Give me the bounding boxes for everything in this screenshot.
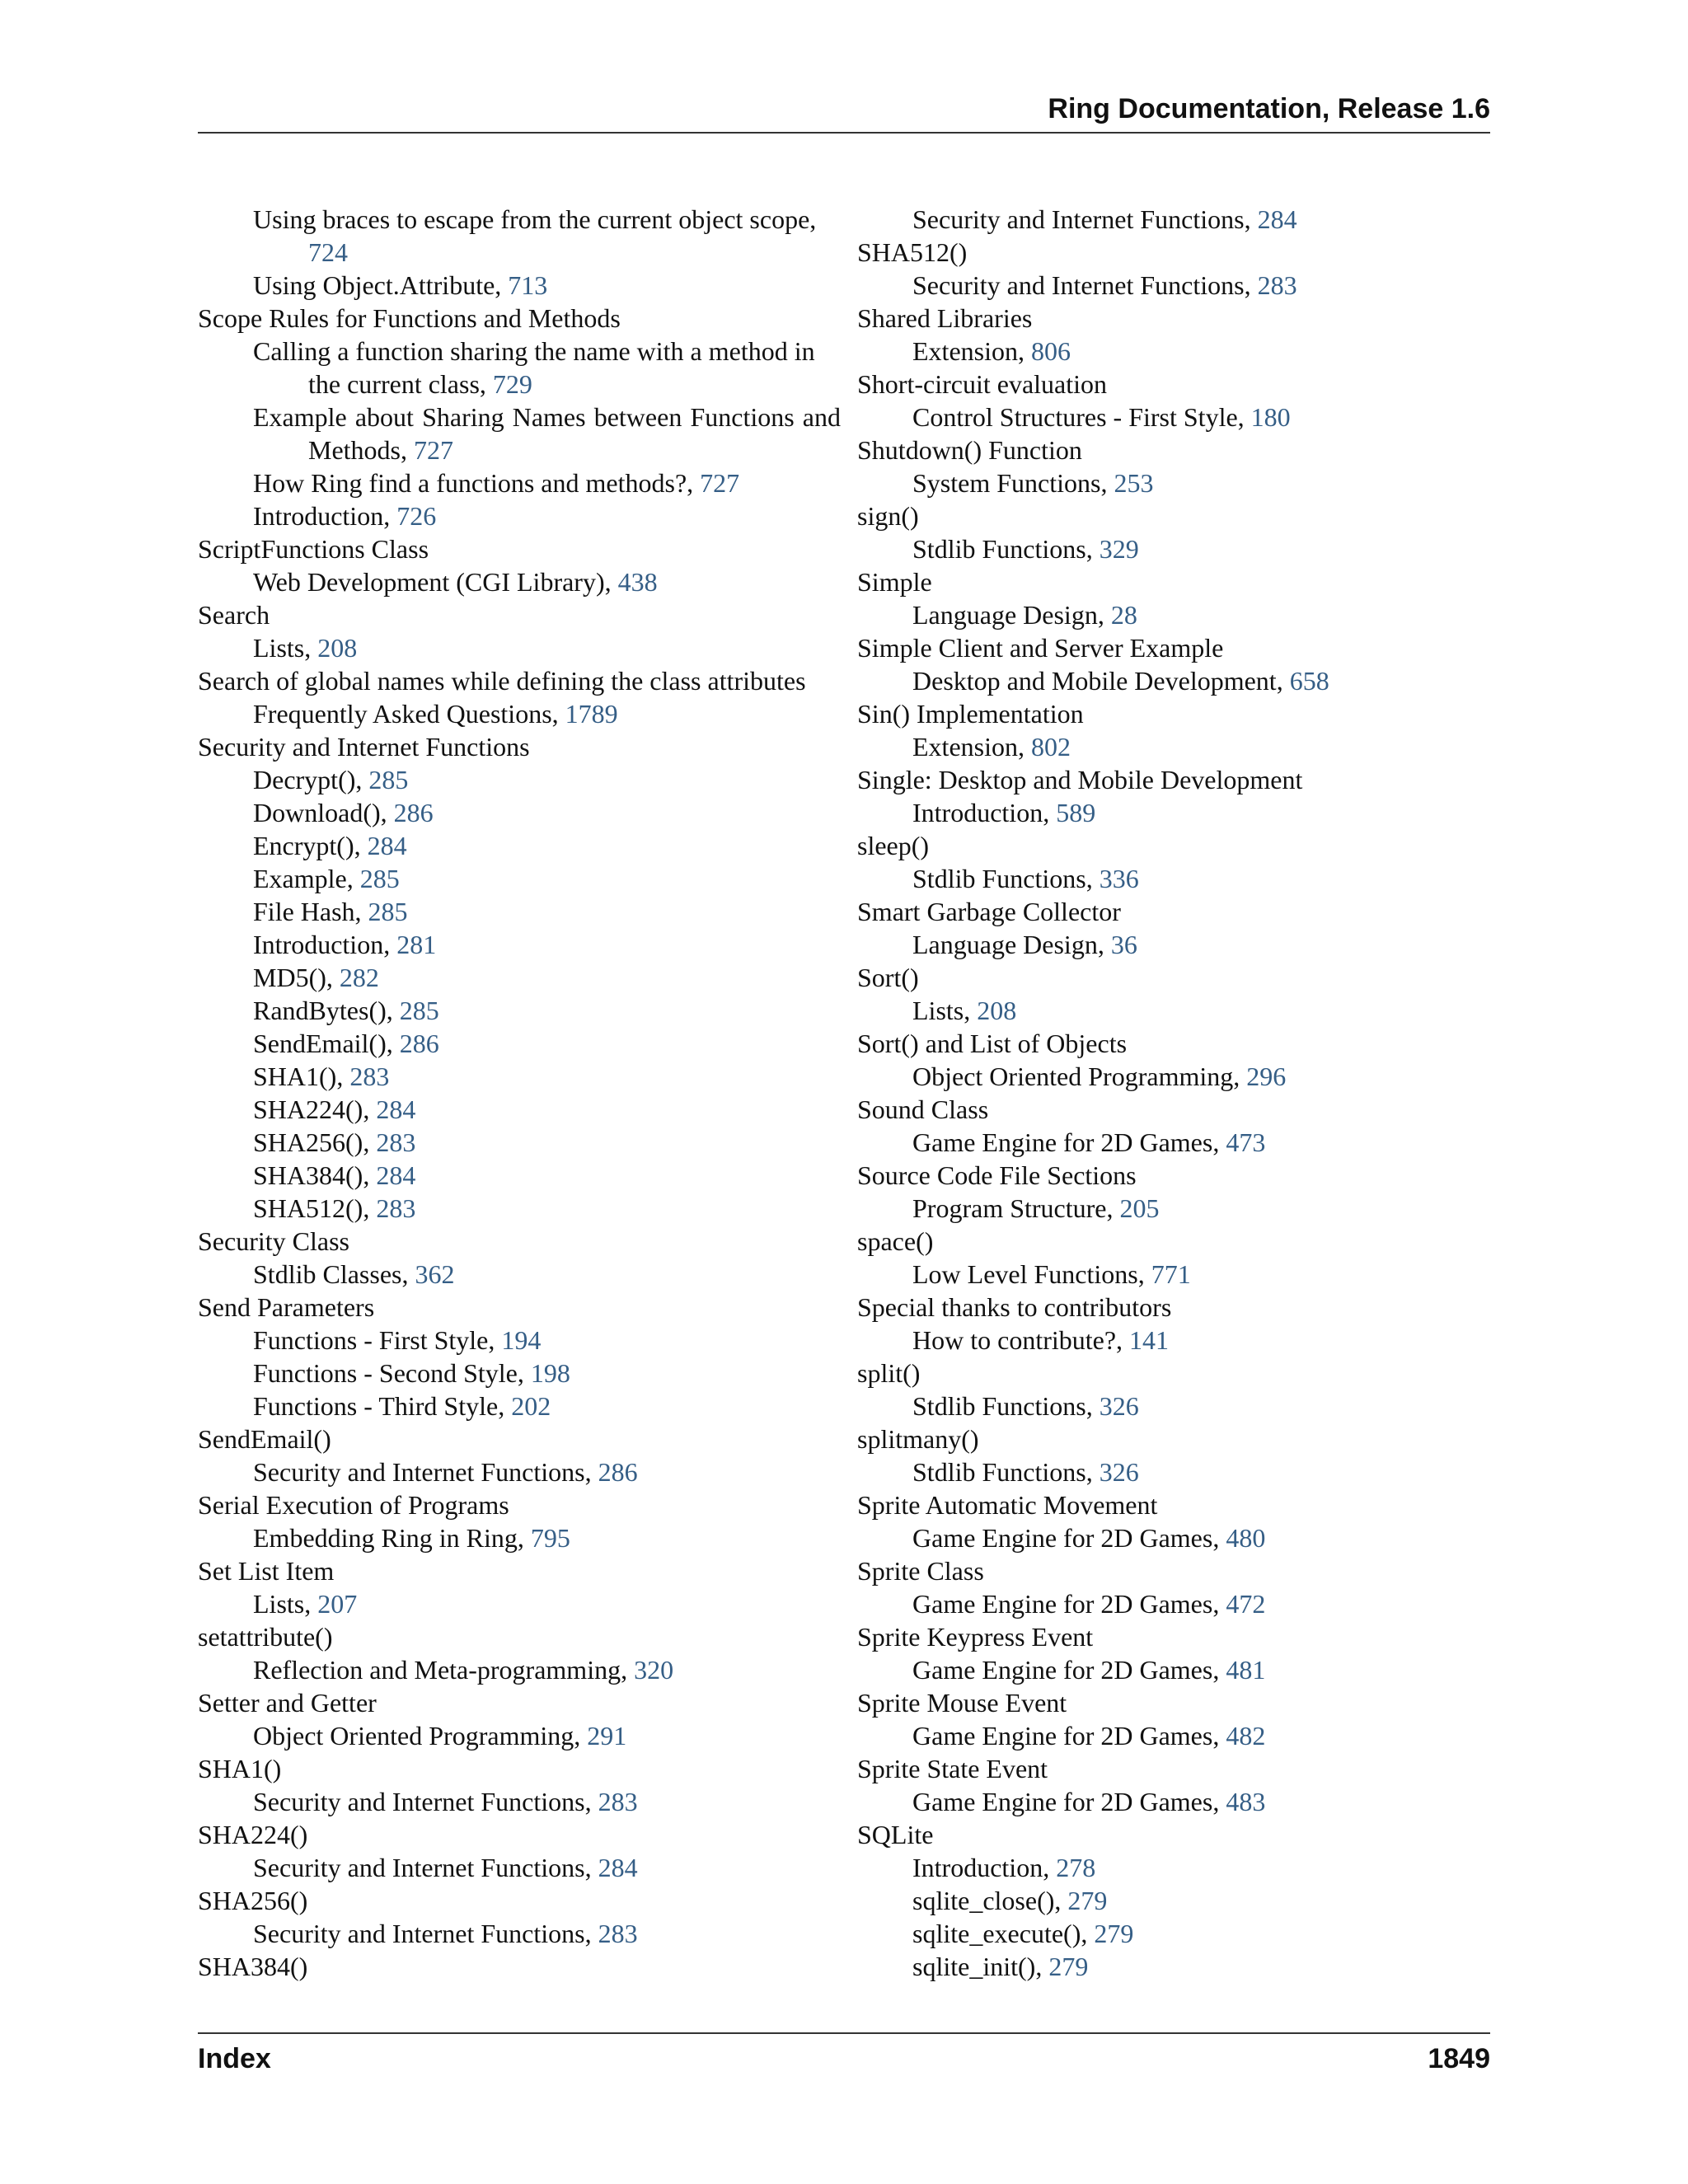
- index-subentry: [857, 1851, 1500, 1884]
- index-term: [198, 1752, 841, 1785]
- index-entry-text: Functions - First Style,: [253, 1325, 502, 1355]
- index-subentry: [198, 1192, 841, 1225]
- page-link[interactable]: 180: [1250, 402, 1291, 432]
- index-entry-text: Security and Internet Functions: [198, 732, 530, 762]
- index-subentry: [857, 466, 1500, 499]
- page-link[interactable]: 482: [1226, 1721, 1266, 1750]
- page-link[interactable]: 483: [1226, 1787, 1266, 1816]
- page-link[interactable]: 279: [1048, 1952, 1089, 1981]
- index-entry-text: SendEmail(),: [253, 1029, 400, 1058]
- index-entry-text: Extension,: [912, 336, 1031, 366]
- page-link[interactable]: 658: [1289, 666, 1329, 696]
- index-subentry: [857, 532, 1500, 565]
- index-subentry: [857, 1060, 1500, 1093]
- page-link[interactable]: 284: [598, 1853, 638, 1882]
- page-link[interactable]: 291: [587, 1721, 627, 1750]
- index-entry-text: Smart Garbage Collector: [857, 897, 1121, 926]
- index-subentry: [198, 862, 841, 895]
- page-link[interactable]: 284: [1257, 204, 1297, 234]
- index-entry-text: Functions - Third Style,: [253, 1391, 512, 1421]
- page-link[interactable]: 279: [1094, 1919, 1134, 1948]
- index-entry-text: Send Parameters: [198, 1292, 375, 1322]
- index-entry-text: Introduction,: [912, 798, 1057, 827]
- index-term: [857, 1093, 1500, 1126]
- index-term: [857, 1422, 1500, 1455]
- index-entry-text: Game Engine for 2D Games,: [912, 1523, 1226, 1553]
- index-subentry: [198, 1455, 841, 1488]
- page-link[interactable]: 284: [376, 1094, 416, 1124]
- page-link[interactable]: 283: [376, 1127, 416, 1157]
- index-term: [857, 1818, 1500, 1851]
- index-column-left: [198, 203, 841, 1983]
- page-link[interactable]: 713: [508, 270, 548, 300]
- index-entry-text: ScriptFunctions Class: [198, 534, 429, 564]
- index-entry-text: sqlite_execute(),: [912, 1919, 1095, 1948]
- page-link[interactable]: 281: [396, 930, 437, 959]
- index-entry-text: Sound Class: [857, 1094, 989, 1124]
- page-link[interactable]: 283: [376, 1193, 416, 1223]
- index-entry-text: MD5(),: [253, 963, 340, 992]
- page-link[interactable]: 326: [1099, 1391, 1139, 1421]
- index-entry-text: Control Structures - First Style,: [912, 402, 1251, 432]
- page-link[interactable]: 28: [1110, 600, 1137, 630]
- index-entry-text: Reflection and Meta-programming,: [253, 1655, 635, 1685]
- index-term: [857, 697, 1500, 730]
- index-subentry: [198, 994, 841, 1027]
- index-entry-text: Security and Internet Functions,: [912, 270, 1258, 300]
- index-entry-text: Introduction,: [253, 501, 397, 531]
- index-subentry: [198, 1390, 841, 1422]
- page-link[interactable]: 285: [399, 996, 439, 1025]
- index-entry-text: Desktop and Mobile Development,: [912, 666, 1290, 696]
- index-entry-text: SHA384(),: [253, 1160, 377, 1190]
- page-link[interactable]: 207: [317, 1589, 358, 1619]
- index-term: [857, 1488, 1500, 1521]
- index-entry-text: SHA1(),: [253, 1062, 350, 1091]
- index-entry-text: Object Oriented Programming,: [912, 1062, 1247, 1091]
- index-entry-text: Embedding Ring in Ring,: [253, 1523, 531, 1553]
- index-subentry: [857, 994, 1500, 1027]
- footer-section-label: Index: [198, 2043, 271, 2074]
- index-subentry: [857, 1719, 1500, 1752]
- index-entry-text: Sprite Class: [857, 1556, 984, 1586]
- index-entry-text: Setter and Getter: [198, 1688, 377, 1718]
- index-entry-text: Simple: [857, 567, 932, 597]
- index-entry-text: setattribute(): [198, 1622, 333, 1652]
- index-subentry: [857, 1653, 1500, 1686]
- index-entry-text: Using Object.Attribute,: [253, 270, 509, 300]
- index-subentry: [198, 1093, 841, 1126]
- index-subentry: [198, 565, 841, 598]
- index-entry-text: sleep(): [857, 831, 930, 860]
- index-entry-text: Simple Client and Server Example: [857, 633, 1224, 663]
- index-subentry: [198, 1785, 841, 1818]
- index-entry-text: Serial Execution of Programs: [198, 1490, 509, 1520]
- page-link[interactable]: 205: [1119, 1193, 1160, 1223]
- index-term: [857, 1620, 1500, 1653]
- index-entry-text: File Hash,: [253, 897, 368, 926]
- index-term: [198, 1291, 841, 1324]
- index-subentry: [198, 961, 841, 994]
- page-link[interactable]: 194: [501, 1325, 542, 1355]
- index-entry-text: Search: [198, 600, 270, 630]
- index-subentry: [198, 1324, 841, 1357]
- page-link[interactable]: 202: [511, 1391, 551, 1421]
- page-link[interactable]: 208: [977, 996, 1017, 1025]
- page-link[interactable]: 286: [393, 798, 434, 827]
- index-entry-text: Stdlib Functions,: [912, 534, 1100, 564]
- page-link[interactable]: 727: [414, 435, 453, 465]
- page-link[interactable]: 284: [376, 1160, 416, 1190]
- index-term: [857, 895, 1500, 928]
- index-subentry: [198, 1258, 841, 1291]
- index-subentry: [198, 895, 841, 928]
- index-term: [857, 631, 1500, 664]
- page-link[interactable]: 729: [492, 369, 532, 399]
- index-entry-text: Example about Sharing Names between Functions and Methods,: [253, 402, 841, 465]
- index-subentry: [857, 928, 1500, 961]
- index-entry-text: Game Engine for 2D Games,: [912, 1787, 1226, 1816]
- index-entry-text: Program Structure,: [912, 1193, 1120, 1223]
- page-link[interactable]: 296: [1246, 1062, 1287, 1091]
- page-link[interactable]: 438: [617, 567, 658, 597]
- index-term: [198, 1620, 841, 1653]
- index-term: [198, 302, 841, 335]
- index-entry-text: RandBytes(),: [253, 996, 400, 1025]
- index-entry-text: Lists,: [253, 1589, 318, 1619]
- index-column-right: [857, 203, 1500, 1983]
- index-entry-text: Introduction,: [253, 930, 397, 959]
- page-link[interactable]: 253: [1114, 468, 1154, 498]
- index-subentry: [198, 1653, 841, 1686]
- page-link[interactable]: 326: [1099, 1457, 1139, 1487]
- index-entry-text: Sprite State Event: [857, 1754, 1048, 1783]
- index-term: [857, 434, 1500, 466]
- index-term: [857, 1554, 1500, 1587]
- page-link[interactable]: 286: [399, 1029, 439, 1058]
- index-entry-text: Shared Libraries: [857, 303, 1033, 333]
- page-link[interactable]: 336: [1099, 864, 1139, 893]
- index-term: [198, 1950, 841, 1983]
- index-entry-text: How to contribute?,: [912, 1325, 1130, 1355]
- index-entry-text: Web Development (CGI Library),: [253, 567, 618, 597]
- index-entry-text: Sprite Mouse Event: [857, 1688, 1067, 1718]
- index-entry-text: SHA256(): [198, 1886, 308, 1915]
- index-subentry: [198, 335, 841, 401]
- page-link[interactable]: 283: [598, 1787, 638, 1816]
- page-link[interactable]: 806: [1030, 336, 1071, 366]
- index-term: [857, 499, 1500, 532]
- index-subentry: [857, 1917, 1500, 1950]
- index-entry-text: splitmany(): [857, 1424, 979, 1454]
- index-entry-text: Short-circuit evaluation: [857, 369, 1108, 399]
- index-subentry: [857, 269, 1500, 302]
- page-footer: [198, 2032, 1490, 2075]
- index-subentry: [198, 1521, 841, 1554]
- index-subentry: [198, 1719, 841, 1752]
- index-entry-text: Calling a function sharing the name with a method in the current class,: [253, 336, 815, 399]
- index-subentry: [198, 499, 841, 532]
- index-term: [857, 829, 1500, 862]
- index-term: [857, 1357, 1500, 1390]
- index-subentry: [857, 664, 1500, 697]
- index-subentry: [857, 1455, 1500, 1488]
- index-term: [857, 1159, 1500, 1192]
- index-entry-text: sqlite_init(),: [912, 1952, 1049, 1981]
- page-link[interactable]: 727: [700, 468, 740, 498]
- index-entry-text: Search of global names while defining the class attributes: [198, 666, 806, 696]
- page-link[interactable]: 726: [396, 501, 437, 531]
- index-entry-text: Low Level Functions,: [912, 1259, 1151, 1289]
- page-link[interactable]: 278: [1056, 1853, 1096, 1882]
- index-entry-text: SHA224(): [198, 1820, 308, 1849]
- index-entry-text: Extension,: [912, 732, 1031, 762]
- index-term: [198, 1818, 841, 1851]
- index-subentry: [857, 401, 1500, 434]
- index-entry-text: Stdlib Functions,: [912, 1457, 1100, 1487]
- index-entry-text: Security and Internet Functions,: [253, 1787, 598, 1816]
- page-link[interactable]: 1789: [565, 699, 618, 729]
- index-entry-text: SHA512(),: [253, 1193, 377, 1223]
- index-entry-text: SHA224(),: [253, 1094, 377, 1124]
- index-entry-text: Encrypt(),: [253, 831, 368, 860]
- page-link[interactable]: 286: [598, 1457, 638, 1487]
- page-link[interactable]: 279: [1067, 1886, 1108, 1915]
- index-subentry: [198, 796, 841, 829]
- index-entry-text: Source Code File Sections: [857, 1160, 1137, 1190]
- index-term: [857, 565, 1500, 598]
- index-term: [857, 1686, 1500, 1719]
- page-link[interactable]: 285: [359, 864, 400, 893]
- index-entry-text: Security and Internet Functions,: [253, 1853, 598, 1882]
- index-entry-text: Language Design,: [912, 930, 1111, 959]
- index-subentry: [198, 829, 841, 862]
- index-entry-text: Sort(): [857, 963, 919, 992]
- index-entry-text: System Functions,: [912, 468, 1114, 498]
- page-link[interactable]: 282: [339, 963, 379, 992]
- index-term: [857, 961, 1500, 994]
- document-title: Ring Documentation, Release 1.6: [1048, 93, 1490, 124]
- index-entry-text: Stdlib Classes,: [253, 1259, 415, 1289]
- page-link[interactable]: 480: [1226, 1523, 1266, 1553]
- index-subentry: [857, 1258, 1500, 1291]
- index-subentry: [198, 697, 841, 730]
- index-subentry: [198, 928, 841, 961]
- page-link[interactable]: 473: [1226, 1127, 1266, 1157]
- index-subentry: [857, 862, 1500, 895]
- index-term: [198, 598, 841, 631]
- index-entry-text: Game Engine for 2D Games,: [912, 1721, 1226, 1750]
- page-link[interactable]: 329: [1099, 534, 1139, 564]
- index-subentry: [857, 1884, 1500, 1917]
- index-subentry: [857, 598, 1500, 631]
- index-term: [857, 302, 1500, 335]
- index-subentry: [198, 1917, 841, 1950]
- index-entry-text: Scope Rules for Functions and Methods: [198, 303, 621, 333]
- index-term: [198, 1488, 841, 1521]
- index-entry-text: split(): [857, 1358, 921, 1388]
- index-entry-text: SHA384(): [198, 1952, 308, 1981]
- index-subentry: [198, 269, 841, 302]
- page-link[interactable]: 795: [530, 1523, 570, 1553]
- index-entry-text: Example,: [253, 864, 360, 893]
- index-entry-text: Set List Item: [198, 1556, 335, 1586]
- index-subentry: [198, 631, 841, 664]
- index-subentry: [198, 763, 841, 796]
- index-subentry: [198, 203, 841, 269]
- index-entry-text: SHA512(): [857, 237, 968, 267]
- page-link[interactable]: 362: [415, 1259, 455, 1289]
- index-entry-text: Lists,: [253, 633, 318, 663]
- index-subentry: [857, 1521, 1500, 1554]
- page-link[interactable]: 283: [1257, 270, 1297, 300]
- index-term: [857, 763, 1500, 796]
- index-entry-text: Security and Internet Functions,: [253, 1919, 598, 1948]
- index-entry-text: Object Oriented Programming,: [253, 1721, 588, 1750]
- index-entry-text: Security Class: [198, 1226, 349, 1256]
- index-term: [198, 532, 841, 565]
- index-entry-text: Download(),: [253, 798, 394, 827]
- index-subentry: [198, 401, 841, 466]
- index-term: [857, 236, 1500, 269]
- index-subentry: [857, 1126, 1500, 1159]
- index-entry-text: Sprite Automatic Movement: [857, 1490, 1158, 1520]
- index-entry-text: Game Engine for 2D Games,: [912, 1655, 1226, 1685]
- index-entry-text: Sin() Implementation: [857, 699, 1084, 729]
- index-subentry: [198, 1126, 841, 1159]
- index-term: [857, 1027, 1500, 1060]
- page-number: 1849: [1428, 2043, 1490, 2074]
- page-link[interactable]: 320: [634, 1655, 674, 1685]
- page-link[interactable]: 285: [368, 765, 409, 794]
- page-link[interactable]: 481: [1226, 1655, 1266, 1685]
- index-term: [857, 368, 1500, 401]
- index-term: [857, 1225, 1500, 1258]
- index-subentry: [857, 796, 1500, 829]
- page-link[interactable]: 589: [1056, 798, 1096, 827]
- index-entry-text: Shutdown() Function: [857, 435, 1082, 465]
- index-term: [857, 1752, 1500, 1785]
- index-entry-text: Game Engine for 2D Games,: [912, 1127, 1226, 1157]
- index-subentry: [198, 1357, 841, 1390]
- index-subentry: [857, 1324, 1500, 1357]
- index-entry-text: How Ring find a functions and methods?,: [253, 468, 701, 498]
- index-subentry: [857, 730, 1500, 763]
- index-subentry: [198, 466, 841, 499]
- index-subentry: [198, 1159, 841, 1192]
- page-link[interactable]: 141: [1129, 1325, 1170, 1355]
- index-entry-text: space(): [857, 1226, 934, 1256]
- index-entry-text: SHA1(): [198, 1754, 282, 1783]
- index-entry-text: Security and Internet Functions,: [253, 1457, 598, 1487]
- index-entry-text: Single: Desktop and Mobile Development: [857, 765, 1303, 794]
- index-entry-text: Security and Internet Functions,: [912, 204, 1258, 234]
- page-header: [198, 92, 1490, 134]
- index-entry-text: Language Design,: [912, 600, 1111, 630]
- index-subentry: [857, 1785, 1500, 1818]
- index-subentry: [857, 203, 1500, 236]
- index-subentry: [198, 1587, 841, 1620]
- index-entry-text: Sprite Keypress Event: [857, 1622, 1094, 1652]
- page-link[interactable]: 283: [598, 1919, 638, 1948]
- index-subentry: [857, 1390, 1500, 1422]
- index-entry-text: sign(): [857, 501, 919, 531]
- index-entry-text: SHA256(),: [253, 1127, 377, 1157]
- index-subentry: [198, 1060, 841, 1093]
- index-term: [198, 730, 841, 763]
- index-entry-text: Stdlib Functions,: [912, 864, 1100, 893]
- index-term: [198, 664, 841, 697]
- index-term: [857, 1291, 1500, 1324]
- index-term: [198, 1554, 841, 1587]
- index-entry-text: Decrypt(),: [253, 765, 369, 794]
- page-link[interactable]: 208: [317, 633, 358, 663]
- index-subentry: [857, 1950, 1500, 1983]
- index-entry-text: Special thanks to contributors: [857, 1292, 1172, 1322]
- page-link[interactable]: 198: [530, 1358, 570, 1388]
- index-entry-text: Stdlib Functions,: [912, 1391, 1100, 1421]
- page-link[interactable]: 36: [1110, 930, 1137, 959]
- index-subentry: [857, 1587, 1500, 1620]
- page-link[interactable]: 724: [308, 237, 348, 267]
- page-link[interactable]: 284: [367, 831, 407, 860]
- index-entry-text: SQLite: [857, 1820, 934, 1849]
- page-link[interactable]: 472: [1226, 1589, 1266, 1619]
- page-link[interactable]: 283: [349, 1062, 390, 1091]
- page-link[interactable]: 285: [368, 897, 408, 926]
- index-subentry: [857, 335, 1500, 368]
- index-entry-text: SendEmail(): [198, 1424, 331, 1454]
- page-link[interactable]: 771: [1151, 1259, 1191, 1289]
- index-entry-text: Lists,: [912, 996, 978, 1025]
- index-entry-text: Using braces to escape from the current object scope,: [253, 204, 817, 234]
- index-subentry: [198, 1851, 841, 1884]
- index-entry-text: Game Engine for 2D Games,: [912, 1589, 1226, 1619]
- index-subentry: [857, 1192, 1500, 1225]
- index-subentry: [198, 1027, 841, 1060]
- index-entry-text: Functions - Second Style,: [253, 1358, 531, 1388]
- index-entry-text: Frequently Asked Questions,: [253, 699, 565, 729]
- index-term: [198, 1884, 841, 1917]
- index-entry-text: Introduction,: [912, 1853, 1057, 1882]
- index-entry-text: Sort() and List of Objects: [857, 1029, 1128, 1058]
- index-entry-text: sqlite_close(),: [912, 1886, 1068, 1915]
- index-term: [198, 1225, 841, 1258]
- index-term: [198, 1422, 841, 1455]
- index-term: [198, 1686, 841, 1719]
- page-link[interactable]: 802: [1030, 732, 1071, 762]
